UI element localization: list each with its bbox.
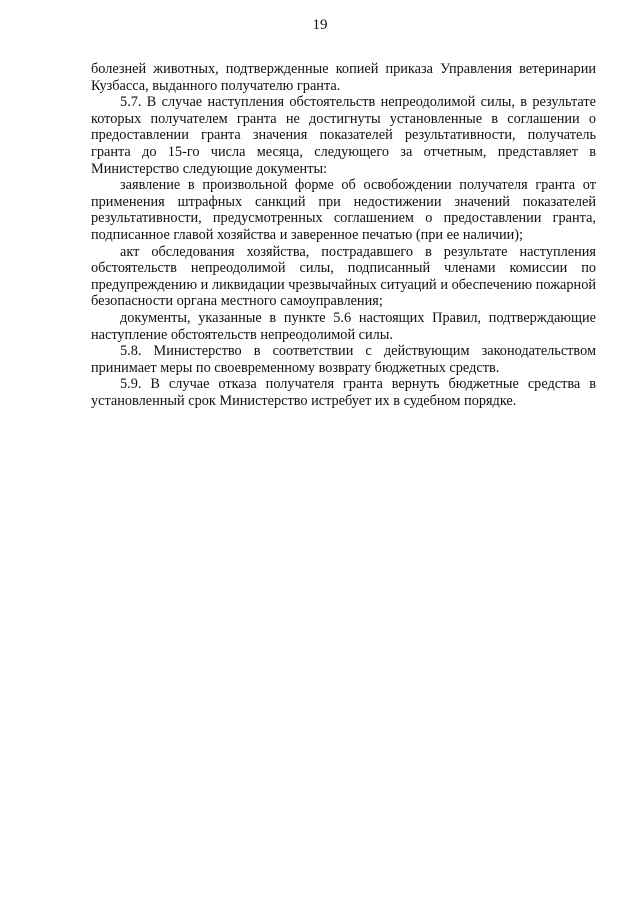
document-body — [91, 61, 596, 409]
paragraph-inspection-act: акт обследования хозяйства, пострадавшего в результате наступления обстоятельств непреодолимой силы, подписанный членами комиссии по предупреждению и ликвидации чрезвычайных ситуаций и обеспечению пожарной безопасности органа местного самоуправления; — [91, 243, 596, 310]
paragraph-application: заявление в произвольной форме об освобождении получателя гранта от применения штрафных санкций при недостижении значений показателей результативности, предусмотренных соглашением о предоставлении гранта, подписанное главой хозяйства и заверенное печатью (при ее наличии); — [91, 177, 596, 243]
paragraph-5-8: 5.8. Министерство в соответствии с действующим законодательством принимает меры по своевременному возврату бюджетных средств. — [91, 343, 596, 376]
paragraph-5-9: 5.9. В случае отказа получателя гранта вернуть бюджетные средства в установленный срок Министерство истребует их в судебном порядке. — [91, 376, 596, 409]
paragraph-documents: документы, указанные в пункте 5.6 настоящих Правил, подтверждающие наступление обстоятельств непреодолимой силы. — [91, 309, 596, 343]
page-number: 19 — [312, 17, 328, 33]
paragraph-continuation: болезней животных, подтвержденные копией приказа Управления ветеринарии Кузбасса, выданного получателю гранта. — [91, 61, 596, 94]
paragraph-5-7: 5.7. В случае наступления обстоятельств непреодолимой силы, в результате которых получателем гранта не достигнуты установленные в соглашении о предоставлении гранта значения показателей результативности, получатель гранта до 15-го числа месяца, следующего за отчетным, представляет в Министерство следующие документы: — [91, 94, 596, 177]
